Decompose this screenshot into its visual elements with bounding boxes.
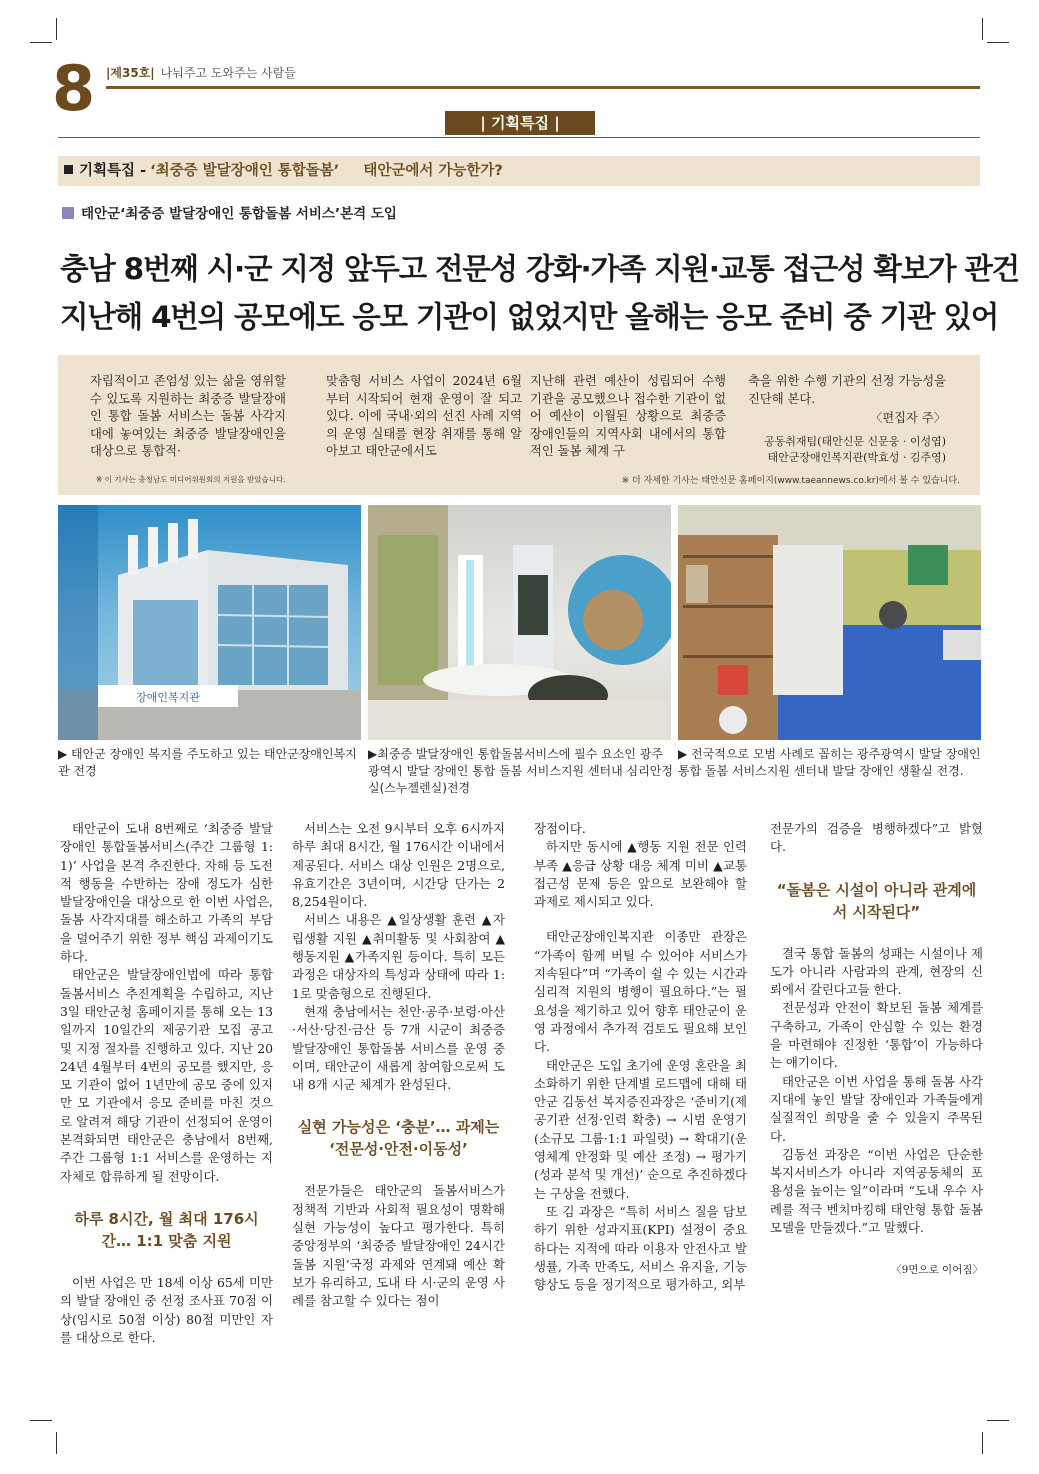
article-column-1 <box>60 820 273 1347</box>
article-paragraph: 태안군은 도입 초기에 운영 혼란을 최소화하기 위한 단계별 로드맵에 대해 태안군 김동선 복지증진과장은 ‘준비기(제공기관 선정·인력 확충) → 시범 운영기(소규모 그룹·1:1 파일럿) → 확대기(운영체계 안정화 및 예산 조정) → 평가기(성과 분석 및 개선)’ 순으로 추진하겠다는 구상을 전했다. <box>534 1057 747 1201</box>
article-paragraph-continued: 장점이다. <box>534 821 586 836</box>
crop-mark <box>30 1420 52 1421</box>
square-bullet-icon <box>64 165 73 174</box>
article-column-3 <box>534 820 747 1294</box>
continued-note: 〈9면으로 이어짐〉 <box>891 1264 983 1277</box>
kicker-label: 기획특집 - <box>79 163 147 179</box>
crop-mark <box>987 42 1009 43</box>
subheading-3: “돌봄은 시설이 아니라 관계에서 시작된다” <box>776 880 977 921</box>
crop-mark <box>56 1432 57 1454</box>
credit-1: 공동취재팀(태안신문 신문웅 · 이성엽) <box>764 434 946 448</box>
article-paragraph: 전문성과 안전이 확보된 돌봄 체계를 구축하고, 가족이 안심할 수 있는 환경을 마련해야 진정한 ‘통합’이 가능하다는 얘기이다. <box>770 1000 983 1071</box>
article-paragraph: 서비스 내용은 ▲일상생활 훈련 ▲자립생활 지원 ▲취미활동 및 사회참여 ▲행동지원 ▲가족지원 등이다. 특히 모든 과정은 대상자의 특성과 상태에 따라 1:1로 맞춤형으로 진행된다. <box>292 912 505 1001</box>
intro-column-1: 자립적이고 존엄성 있는 삶을 영위할 수 있도록 지원하는 최중증 발달장애인 통합 돌봄 서비스는 돌봄 사각지대에 놓여있는 최중증 발달장애인을 대상으로 통합적· <box>90 374 286 458</box>
article-paragraph: 서비스는 오전 9시부터 오후 6시까지 하루 최대 8시간, 월 176시간 이내에서 제공된다. 서비스 대상 인원은 2명으로, 유효기간은 3년이며, 시간당 단가는 28,254원이다. <box>292 821 505 910</box>
article-column-2 <box>292 820 505 1311</box>
article-column-4 <box>770 820 983 1280</box>
editor-note: 〈편집자 주〉 <box>869 411 946 425</box>
website-note: ※ 더 자세한 기사는 태안신문 홈페이지(www.taeannews.co.kr)에서 볼 수 있습니다. <box>621 476 960 486</box>
photo-welfare-center-building <box>58 505 361 740</box>
headline-line-2: 지난해 4번의 공모에도 응모 기관이 없었지만 올해는 응모 준비 중 기관 있어 <box>60 300 999 334</box>
photo-caption-1: ▶ 태안군 장애인 복지를 주도하고 있는 태안군장애인복지관 전경 <box>58 747 357 778</box>
article-paragraph: 김동선 과장은 “이번 사업은 단순한 복지서비스가 아니라 지역공동체의 포용성을 높이는 일”이라며 “도내 우수 사례를 적극 벤치마킹해 태안형 통합 돌봄 모델을 만들겠다.”고 말했다. <box>770 1146 983 1236</box>
newspaper-tagline: 나눠주고 도와주는 사람들 <box>160 66 296 80</box>
intro-column-4 <box>748 373 946 466</box>
issue-number: |제35호| <box>106 66 155 80</box>
photo-caption-3: ▶ 전국적으로 모범 사례로 꼽히는 광주광역시 발달 장애인 통합 돌봄 서비스지원 센터내 발달 장애인 생활실 전경. <box>678 747 981 778</box>
intro-box <box>58 355 980 495</box>
kicker-highlight: ‘최중증 발달장애인 통합돌봄’ <box>150 163 340 179</box>
crop-mark <box>56 18 57 40</box>
intro-column-4-text: 축을 위한 수행 기관의 선정 가능성을 진단해 본다. <box>748 374 946 406</box>
intro-column-2: 맞춤형 서비스 사업이 2024년 6월부터 시작되어 현재 운영이 잘 되고 있다. 이에 국내·외의 선진 사례 지역의 운영 실태를 현장 취재를 통해 알아보고 태안군에서도 <box>326 374 522 458</box>
article-paragraph: 현재 충남에서는 천안·공주·보령·아산·서산·당진·금산 등 7개 시군이 최중증 발달장애인 통합돌봄 서비스를 운영 중이며, 태안군이 새롭게 참여함으로써 도내 8개 시군 체계가 완성된다. <box>292 1003 505 1093</box>
article-paragraph: 전문가들은 태안군의 돌봄서비스가 정책적 기반과 사회적 필요성이 명확해 실현 가능성이 높다고 평가한다. 특히 중앙정부의 ‘최중증 발달장애인 24시간 돌봄 지원’국정 과제와 연계돼 예산 확보가 유리하고, 도내 타 시·군의 운영 사례를 참고할 수 있다는 점이 <box>292 1183 505 1309</box>
crop-mark <box>987 1420 1009 1421</box>
article-paragraph-continued: 전문가의 검증을 병행하겠다”고 밝혔다. <box>770 821 983 855</box>
section-rule <box>58 137 980 138</box>
subkicker <box>62 202 397 222</box>
section-label: | 기획특집 | <box>445 111 595 135</box>
kicker-bar <box>58 156 980 186</box>
article-paragraph: 이번 사업은 만 18세 이상 65세 미만의 발달 장애인 중 선정 조사표 70점 이상(임시로 50점 이상) 80점 미만인 자를 대상으로 한다. <box>60 1274 273 1345</box>
crop-mark <box>982 18 983 40</box>
kicker-rest: 태안군에서 가능한가? <box>363 163 503 179</box>
building-sign: 장애인복지관 <box>136 691 200 704</box>
article-paragraph: 결국 통합 돌봄의 성패는 시설이나 제도가 아니라 사람과의 관계, 현장의 신뢰에서 갈린다고들 한다. <box>770 945 983 998</box>
headline-line-1: 충남 8번째 시·군 지정 앞두고 전문성 강화·가족 지원·교통 접근성 확보가 관건 <box>60 252 1019 286</box>
article-paragraph: 태안군은 이번 사업을 통해 돌봄 사각지대에 놓인 발달 장애인과 가족들에게 실질적인 희망을 줄 수 있을지 주목된다. <box>770 1073 983 1144</box>
paragraph-gap <box>534 911 747 928</box>
subheading-2: 실현 가능성은 ‘충분’… 과제는 ‘전문성·안전·이동성’ <box>297 1118 500 1159</box>
article-paragraph: 태안군이 도내 8번째로 ‘최중증 발달장애인 통합돌봄서비스(주간 그룹형 1:1)’ 사업을 본격 추진한다. 자해 등 도전적 행동을 수반하는 장애 정도가 심한 발달장애인을 대상으로 한 이번 사업은, 돌봄 사각지대를 해소하고 가족의 부담을 덜어주기 위한 정부 핵심 과제이기도 하다. <box>60 821 273 965</box>
article-paragraph: 또 김 과장은 “특히 서비스 질을 담보하기 위한 성과지표(KPI) 설정이 중요하다는 지적에 따라 이용자 안전사고 발생률, 가족 만족도, 서비스 유지율, 기능 향상도 등을 정기적으로 평가하고, 외부 <box>534 1203 747 1293</box>
photo-snoezelen-room <box>368 505 671 740</box>
support-note: ※ 이 기사는 충청남도 미디어위원회의 지원을 받았습니다. <box>96 475 286 484</box>
crop-mark <box>30 42 52 43</box>
article-paragraph: 태안군은 발달장애인법에 따라 통합돌봄서비스 추진계획을 수립하고, 지난 3일 태안군청 홈페이지를 통해 오는 13일까지 10일간의 제공기관 모집 공고 및 지정 절차를 진행하고 있다. 지난 2024년 4월부터 4번의 공모를 했지만, 응모 기관이 없어 1년만에 공모 중에 있지만 모 기관에서 응모 준비를 마친 것으로 알려져 해당 기관이 선정되어 운영이 본격화되면 태안군은 충남에서 8번째, 주간 그룹형 1:1 서비스를 운영하는 지자체로 합류하게 될 전망이다. <box>60 967 273 1184</box>
credit-2: 태안군장애인복지관(박효성 · 김주영) <box>767 450 946 464</box>
photo-caption-2: ▶최중증 발달장애인 통합돌봄서비스에 필수 요소인 광주광역시 발달 장애인 통합 돌봄 서비스지원 센터내 심리안정실(스누젤렌실)전경 <box>368 747 673 795</box>
intro-column-3: 지난해 관련 예산이 성립되어 수행 기관을 공모했으나 접수한 기관이 없어 예산이 이월된 상황으로 최중증 장애인들의 지역사회 내에서의 통합적인 돌봄 체계 구 <box>530 374 726 458</box>
square-bullet-icon <box>62 207 74 219</box>
issue-line <box>106 64 296 81</box>
page-number: 8 <box>52 52 96 125</box>
crop-mark <box>982 1432 983 1454</box>
subheading-1: 하루 8시간, 월 최대 176시간… 1:1 맞춤 지원 <box>74 1209 259 1250</box>
article-paragraph: 태안군장애인복지관 이종만 관장은 “가족이 함께 버틸 수 있어야 서비스가 지속된다”며 “가족이 쉴 수 있는 시간과 심리적 지원의 병행이 필요하다.”는 필요성을 제기하고 있어 향후 태안군이 운영 과정에서 추가적 검토도 필요해 보인다. <box>534 929 747 1055</box>
article-paragraph: 하지만 동시에 ▲행동 지원 전문 인력 부족 ▲응급 상황 대응 체계 미비 ▲교통 접근성 문제 등은 앞으로 보완해야 할 과제로 제시되고 있다. <box>534 839 747 910</box>
header-rule <box>106 86 980 89</box>
photo-living-room <box>678 505 981 740</box>
subkicker-text: 태안군‘최중증 발달장애인 통합돌봄 서비스’본격 도입 <box>81 206 397 222</box>
